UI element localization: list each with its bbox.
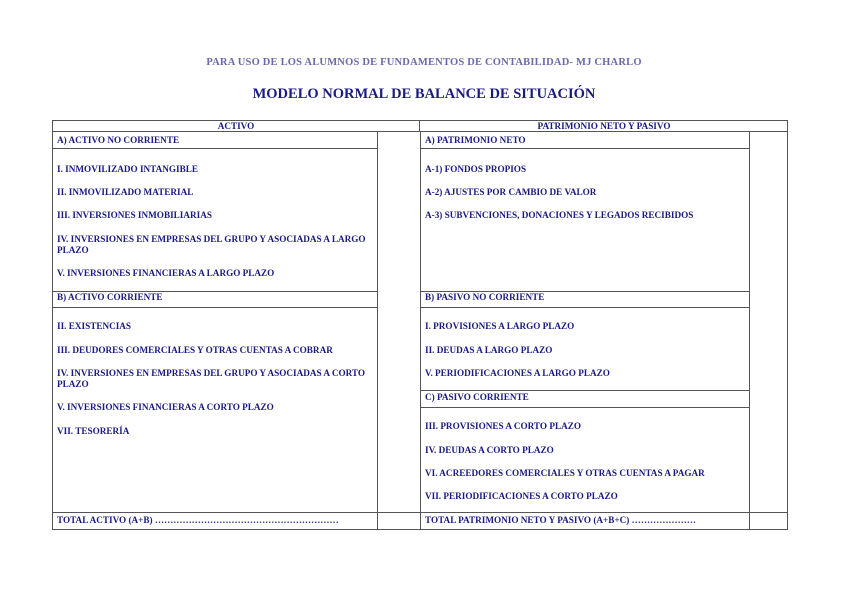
patrimonio-item: A-3) SUBVENCIONES, DONACIONES Y LEGADOS RECIBIDOS (425, 210, 694, 220)
patrimonio-item: A-1) FONDOS PROPIOS (425, 164, 527, 174)
pasivo-c-item: IV. DEUDAS A CORTO PLAZO (425, 445, 554, 455)
pasivo-corriente-label: C) PASIVO CORRIENTE (425, 392, 529, 402)
pasivo-c-item: VI. ACREEDORES COMERCIALES Y OTRAS CUENTAS A PAGAR (425, 468, 705, 478)
total-activo: TOTAL ACTIVO (A+B) …………………………………………………… (57, 515, 339, 525)
pasivo-nc-item: I. PROVISIONES A LARGO PLAZO (425, 321, 575, 331)
pasivo-nc-item: II. DEUDAS A LARGO PLAZO (425, 345, 553, 355)
total-activo-amount-cell (377, 512, 421, 530)
activo-nc-item: II. INMOVILIZADO MATERIAL (57, 187, 194, 197)
pasivo-c-item: III. PROVISIONES A CORTO PLAZO (425, 421, 581, 431)
activo-nc-item: III. INVERSIONES INMOBILIARIAS (57, 210, 212, 220)
pasivo-heading: PATRIMONIO NETO Y PASIVO (537, 121, 671, 131)
pasivo-c-item: VII. PERIODIFICACIONES A CORTO PLAZO (425, 491, 618, 501)
patrimonio-item: A-2) AJUSTES POR CAMBIO DE VALOR (425, 187, 597, 197)
activo-c-item: IV. INVERSIONES EN EMPRESAS DEL GRUPO Y ASOCIADAS A CORTO PLAZO (57, 368, 366, 389)
activo-c-item: VII. TESORERÍA (57, 426, 130, 436)
activo-heading: ACTIVO (217, 121, 255, 131)
activo-c-item: V. INVERSIONES FINANCIERAS A CORTO PLAZO (57, 402, 274, 412)
activo-corriente-label: B) ACTIVO CORRIENTE (57, 292, 163, 302)
patrimonio-label: A) PATRIMONIO NETO (425, 135, 526, 145)
activo-nc-item: I. INMOVILIZADO INTANGIBLE (57, 164, 198, 174)
total-pasivo-amount-cell (749, 512, 788, 530)
total-pasivo: TOTAL PATRIMONIO NETO Y PASIVO (A+B+C) ………………… (425, 515, 696, 525)
activo-c-item: III. DEUDORES COMERCIALES Y OTRAS CUENTAS A COBRAR (57, 345, 333, 355)
activo-nc-item: V. INVERSIONES FINANCIERAS A LARGO PLAZO (57, 268, 275, 278)
pasivo-nc-item: V. PERIODIFICACIONES A LARGO PLAZO (425, 368, 610, 378)
document-title: MODELO NORMAL DE BALANCE DE SITUACIÓN (252, 86, 596, 102)
document-subtitle: PARA USO DE LOS ALUMNOS DE FUNDAMENTOS DE CONTABILIDAD- MJ CHARLO (206, 57, 642, 68)
activo-nc-item: IV. INVERSIONES EN EMPRESAS DEL GRUPO Y ASOCIADAS A LARGO PLAZO (57, 234, 366, 255)
pasivo-amount-column (749, 132, 788, 512)
activo-amount-column (377, 132, 421, 512)
pasivo-no-corriente-label: B) PASIVO NO CORRIENTE (425, 292, 545, 302)
activo-no-corriente-label: A) ACTIVO NO CORRIENTE (57, 135, 180, 145)
activo-c-item: II. EXISTENCIAS (57, 321, 132, 331)
balance-sheet-table (52, 120, 788, 530)
